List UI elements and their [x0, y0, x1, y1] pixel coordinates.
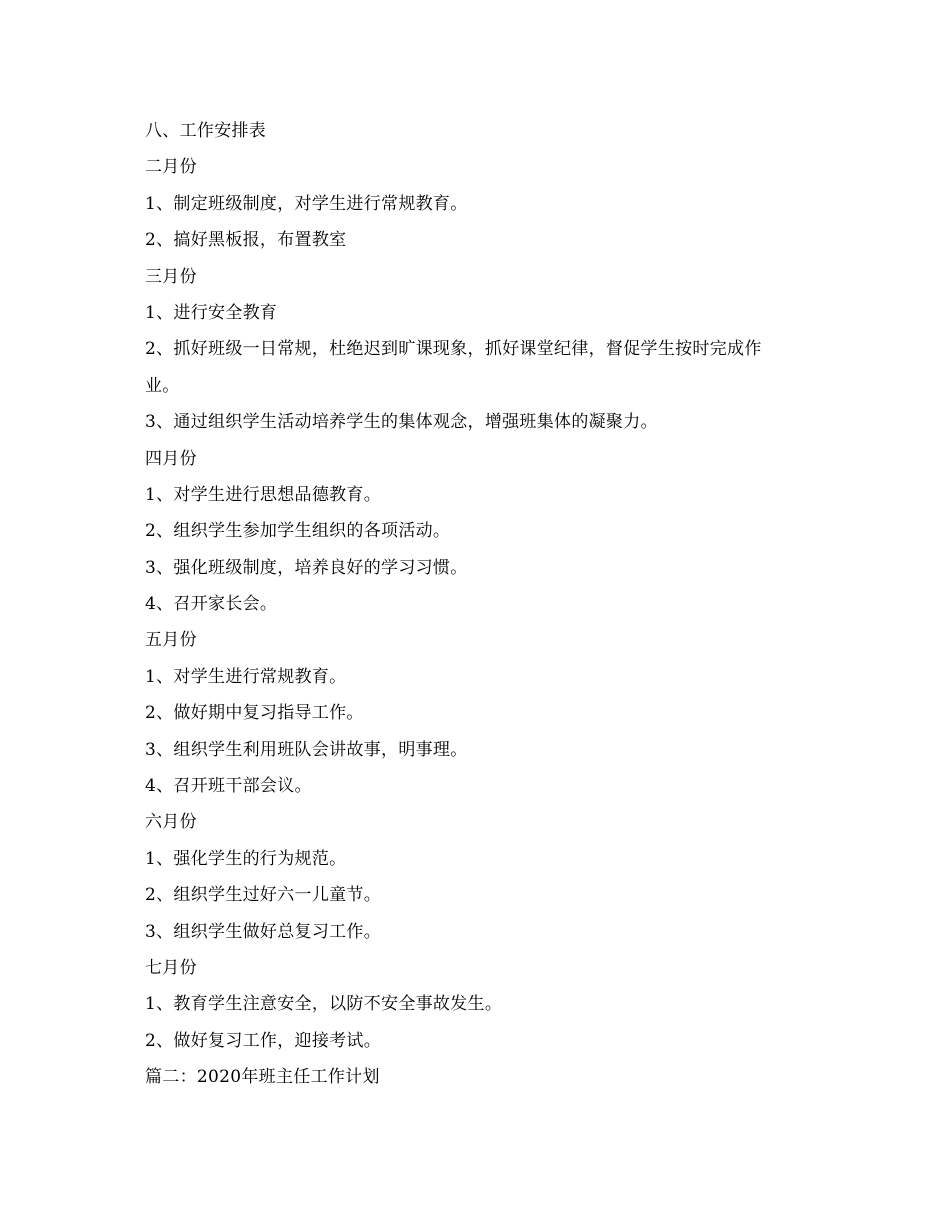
list-item: 3、通过组织学生活动培养学生的集体观念，增强班集体的凝聚力。 — [145, 412, 658, 433]
section-heading: 八、工作安排表 — [145, 121, 267, 141]
list-item: 3、组织学生利用班队会讲故事，明事理。 — [145, 739, 468, 760]
month-heading-may: 五月份 — [145, 630, 197, 651]
month-heading-july: 七月份 — [145, 957, 197, 978]
document-body — [145, 113, 810, 1096]
list-item: 3、强化班级制度，培养良好的学习习惯。 — [145, 557, 468, 578]
list-item: 1、对学生进行常规教育。 — [145, 666, 347, 687]
list-item-continuation: 业。 — [145, 375, 180, 396]
list-item: 4、召开班干部会议。 — [145, 776, 312, 797]
list-item: 2、组织学生过好六一儿童节。 — [145, 885, 382, 906]
month-heading-february: 二月份 — [145, 157, 197, 178]
list-item: 4、召开家长会。 — [145, 594, 278, 615]
chapter-title: 篇二：2020年班主任工作计划 — [145, 1067, 380, 1088]
list-item: 1、制定班级制度，对学生进行常规教育。 — [145, 193, 468, 214]
list-item: 2、做好复习工作，迎接考试。 — [145, 1030, 382, 1051]
month-heading-april: 四月份 — [145, 448, 197, 469]
list-item: 1、进行安全教育 — [145, 302, 278, 323]
month-heading-march: 三月份 — [145, 266, 197, 287]
list-item: 2、搞好黑板报，布置教室 — [145, 230, 347, 251]
list-item: 2、做好期中复习指导工作。 — [145, 703, 364, 724]
list-item: 1、对学生进行思想品德教育。 — [145, 484, 382, 505]
list-item: 1、教育学生注意安全，以防不安全事故发生。 — [145, 994, 503, 1015]
list-item: 2、抓好班级一日常规，杜绝迟到旷课现象，抓好课堂纪律，督促学生按时完成作 — [145, 339, 762, 360]
list-item: 2、组织学生参加学生组织的各项活动。 — [145, 521, 451, 542]
list-item: 1、强化学生的行为规范。 — [145, 848, 347, 869]
list-item: 3、组织学生做好总复习工作。 — [145, 921, 382, 942]
month-heading-june: 六月份 — [145, 812, 197, 833]
